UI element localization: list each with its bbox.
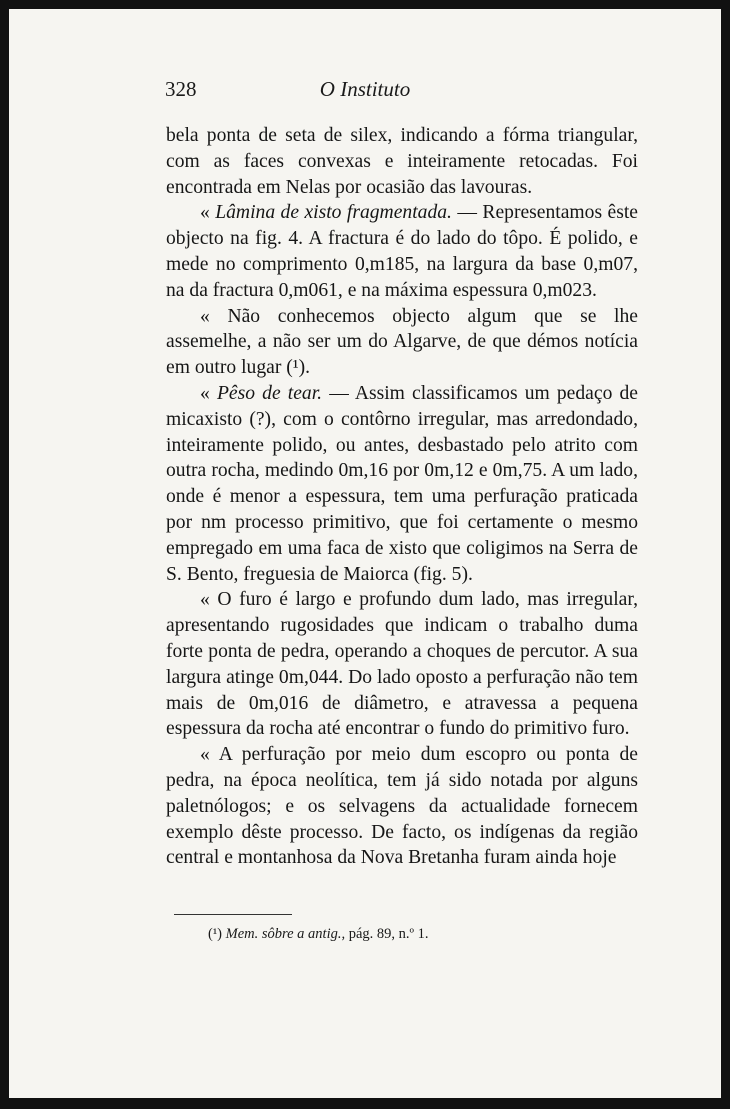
footnote-ref: pág. 89, n.º 1. — [345, 926, 429, 942]
running-title: O Instituto — [319, 77, 411, 101]
paragraph-6: « A perfuração por meio dum escopro ou ponta de pedra, na época neolítica, tem já sido notada por alguns paletnólogos; e os selvagens da actualidade fornecem exemplo dêste processo. De facto, os indígenas da região central e montanhosa da Nova Bretanha furam ainda hoje — [166, 744, 638, 869]
paragraph-4-text: — Assim classificamos um pedaço de micaxisto (?), com o contôrno irregular, mas arredondado, inteiramente polido, ou antes, desbastado pelo atrito com outra rocha, medindo 0m,16 por 0m,12 e 0m,75. A um lado, onde é menor a espessura, tem uma perfuração praticada por nm processo primitivo, que foi certamente o mesmo empregado em uma faca de xisto que coligimos na Serra de S. Bento, freguesia de Maiorca (fig. 5). — [166, 382, 638, 585]
page-header — [9, 77, 721, 103]
paragraph-2-text: — Representamos êste objecto na fig. 4. A fractura é do lado do tôpo. É polido, e mede no comprimento 0,m185, na largura da base 0,m07, na da fractura 0,m061, e na máxima espessura 0,m023. — [166, 202, 638, 301]
page-number: 328 — [165, 77, 197, 101]
body-text — [166, 123, 638, 871]
italic-heading: Pêso de tear. — [216, 382, 323, 404]
italic-heading: Lâmina de xisto fragmentada. — [215, 202, 452, 224]
book-page — [9, 9, 721, 1098]
paragraph-4 — [166, 381, 638, 587]
paragraph-2 — [166, 200, 638, 303]
paragraph-3: « Não conhecemos objecto algum que se lhe assemelhe, a não ser um do Algarve, de que démos notícia em outro lugar (¹). — [166, 305, 638, 379]
footnote-mark: (¹) — [208, 926, 226, 942]
quote-mark: « — [200, 382, 217, 404]
quote-mark: « — [200, 202, 216, 224]
footnote-title: Mem. sôbre a antig., — [225, 926, 346, 942]
footnote — [208, 926, 429, 943]
footnote-separator — [174, 914, 292, 915]
paragraph-5: « O furo é largo e profundo dum lado, mas irregular, apresentando rugosidades que indicam o trabalho duma forte ponta de pedra, operando a choques de percutor. A sua largura atinge 0m,044. Do lado oposto a perfuração não tem mais de 0m,016 de diâmetro, e atravessa a pequena espessura da rocha até encontrar o fundo do primitivo furo. — [166, 589, 638, 740]
paragraph-1: bela ponta de seta de silex, indicando a fórma triangular, com as faces convexas e inteiramente retocadas. Foi encontrada em Nelas por ocasião das lavouras. — [166, 125, 638, 198]
